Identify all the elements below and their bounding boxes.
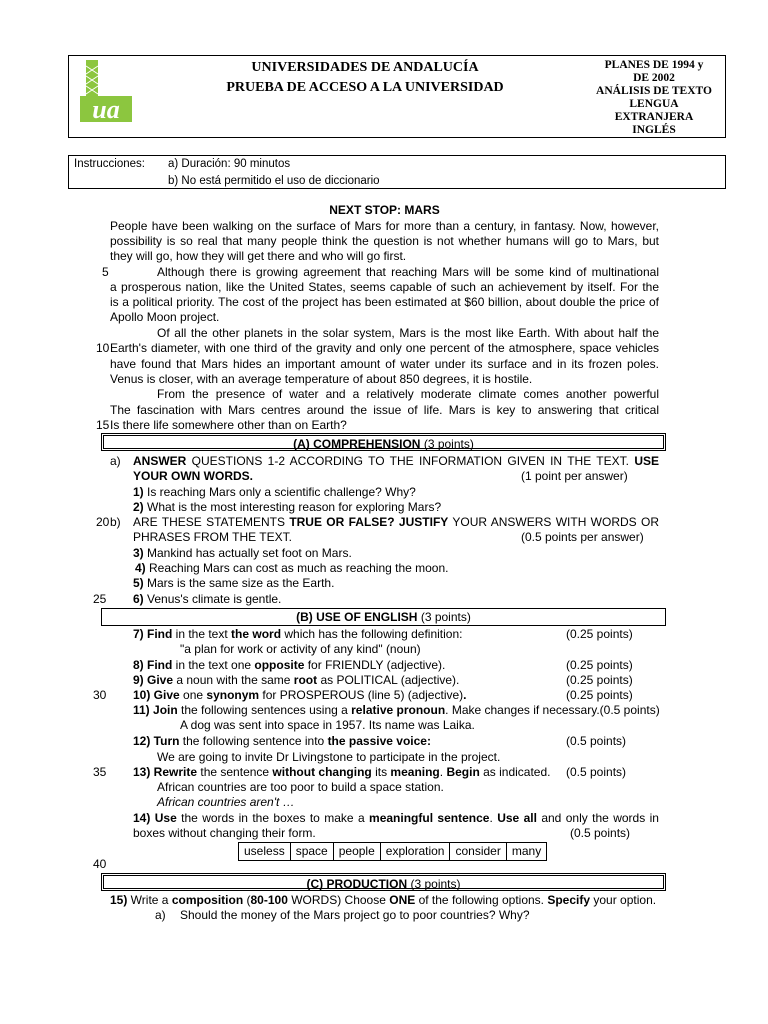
question-4: 4) Reaching Mars can cost as much as reaching the moon. bbox=[135, 561, 449, 575]
option-a: Should the money of the Mars project go to poor countries? Why? bbox=[180, 908, 530, 922]
exam-name: PRUEBA DE ACCESO A LA UNIVERSIDAD bbox=[226, 80, 504, 95]
question-12-points: (0.5 points) bbox=[566, 734, 627, 748]
question-7: 7) Find in the text the word which has the following definition: bbox=[133, 627, 463, 641]
line-number: 25 bbox=[93, 592, 107, 606]
instructions-box bbox=[68, 155, 726, 189]
question-12-sentence: We are going to invite Dr Livingstone to participate in the project. bbox=[157, 750, 501, 764]
question-9-points: (0.25 points) bbox=[566, 673, 633, 687]
instruction-duration: a) Duración: 90 minutos bbox=[168, 158, 291, 170]
question-7-definition: "a plan for work or activity of any kind" (noun) bbox=[180, 642, 421, 656]
plan-line: EXTRANJERA bbox=[614, 111, 694, 123]
section-b-points: (0.5 points per answer) bbox=[521, 530, 644, 544]
option-a-label: a) bbox=[155, 908, 166, 922]
question-14-points: (0.5 points) bbox=[570, 826, 631, 840]
text-line: possibility is so real that many people think the question is not whether humans will go to Mars, but bbox=[110, 234, 659, 248]
section-a-label: a) bbox=[110, 454, 121, 468]
question-8-points: (0.25 points) bbox=[566, 658, 633, 672]
question-11-sentence: A dog was sent into space in 1957. Its name was Laika. bbox=[180, 718, 475, 732]
university-logo bbox=[80, 60, 132, 124]
question-8: 8) Find in the text one opposite for FRIENDLY (adjective). bbox=[133, 658, 446, 672]
question-14: 14) Use the words in the boxes to make a meaningful sentence. Use all and only the words in bbox=[133, 811, 659, 825]
text-line: Venus is closer, with an average temperature of about 850 degrees, it is hostile. bbox=[110, 372, 533, 386]
text-line: Although there is growing agreement that reaching Mars will be some kind of multinational bbox=[157, 265, 659, 279]
text-line: Is there life somewhere other than on Earth? bbox=[110, 418, 347, 432]
question-7-points: (0.25 points) bbox=[566, 627, 633, 641]
section-a-instruction-2: YOUR OWN WORDS. bbox=[133, 469, 253, 483]
text-line: Of all the other planets in the solar system, Mars is the most like Earth. With about half the bbox=[157, 326, 659, 340]
line-number: 20 bbox=[96, 515, 110, 529]
text-line: From the presence of water and a relatively moderate climate comes another powerful bbox=[157, 387, 659, 401]
text-title: NEXT STOP: MARS bbox=[329, 203, 440, 217]
question-14-line2: boxes without changing their form. bbox=[133, 826, 316, 840]
header-titles bbox=[140, 58, 590, 98]
plan-line: ANÁLISIS DE TEXTO bbox=[596, 85, 712, 97]
svg-text:ua: ua bbox=[92, 95, 120, 124]
question-1: 1) Is reaching Mars only a scientific challenge? Why? bbox=[133, 485, 416, 499]
text-line: is a political priority. The cost of the project has been estimated at $60 billion, about double the price of bbox=[110, 295, 659, 309]
question-5: 5) Mars is the same size as the Earth. bbox=[133, 576, 335, 590]
text-line: they will go, how they will get there and who will go first. bbox=[110, 249, 407, 263]
question-13-sentence: African countries are too poor to build a space station. bbox=[157, 780, 444, 794]
question-13-begin: African countries aren't … bbox=[157, 795, 295, 809]
university-name: UNIVERSIDADES DE ANDALUCÍA bbox=[251, 60, 479, 75]
question-11: 11) Join the following sentences using a relative pronoun. Make changes if necessary.(0.5 points) bbox=[133, 703, 660, 717]
line-number: 35 bbox=[93, 765, 107, 779]
question-10-points: (0.25 points) bbox=[566, 688, 633, 702]
section-b-label: b) bbox=[110, 515, 121, 529]
question-6: 6) Venus's climate is gentle. bbox=[133, 592, 282, 606]
plan-line: DE 2002 bbox=[633, 72, 675, 84]
comprehension-heading: (A) COMPREHENSION (3 points) bbox=[101, 433, 666, 451]
text-line: Apollo Moon project. bbox=[110, 310, 220, 324]
question-13: 13) Rewrite the sentence without changing its meaning. Begin as indicated. bbox=[133, 765, 551, 779]
text-line: a prosperous nation, like the United States, seems capable of such an achievement by itself. For the bbox=[110, 280, 659, 294]
instruction-dictionary: b) No está permitido el uso de diccionario bbox=[168, 175, 380, 187]
line-number: 15 bbox=[96, 418, 110, 432]
question-10: 10) Give one synonym for PROSPEROUS (line 5) (adjective). bbox=[133, 688, 467, 702]
word-box: space bbox=[291, 843, 334, 860]
plan-line: LENGUA bbox=[629, 98, 679, 110]
word-boxes bbox=[238, 842, 547, 861]
section-b-instruction: ARE THESE STATEMENTS TRUE OR FALSE? JUSTIFY YOUR ANSWERS WITH WORDS OR bbox=[133, 515, 659, 529]
section-a-instruction: ANSWER QUESTIONS 1-2 ACCORDING TO THE INFORMATION GIVEN IN THE TEXT. USE bbox=[133, 454, 659, 468]
question-3: 3) Mankind has actually set foot on Mars. bbox=[133, 546, 352, 560]
question-13-points: (0.5 points) bbox=[566, 765, 627, 779]
plan-line: INGLÉS bbox=[632, 124, 676, 136]
line-number: 5 bbox=[102, 265, 109, 279]
text-line: have found that Mars hides an important amount of water under its surface and in its frozen poles. bbox=[110, 357, 659, 371]
section-b-instruction-2: PHRASES FROM THE TEXT. bbox=[133, 530, 292, 544]
word-box: people bbox=[334, 843, 381, 860]
word-box: useless bbox=[239, 843, 291, 860]
section-a-points: (1 point per answer) bbox=[521, 469, 628, 483]
plans-block bbox=[588, 59, 720, 137]
line-number: 10 bbox=[96, 341, 110, 355]
question-12: 12) Turn the following sentence into the passive voice: bbox=[133, 734, 431, 748]
word-box: consider bbox=[450, 843, 506, 860]
text-line: People have been walking on the surface of Mars for more than a century, in fantasy. Now, however, bbox=[110, 219, 659, 233]
text-line: Earth's diameter, with one third of the gravity and only one percent of the atmosphere, space vehicles bbox=[110, 341, 659, 355]
word-box: exploration bbox=[381, 843, 451, 860]
question-2: 2) What is the most interesting reason for exploring Mars? bbox=[133, 500, 442, 514]
line-number: 40 bbox=[93, 857, 107, 871]
line-number: 30 bbox=[93, 688, 107, 702]
question-9: 9) Give a noun with the same root as POLITICAL (adjective). bbox=[133, 673, 460, 687]
text-line: The fascination with Mars centres around the issue of life. Mars is key to answering that critical bbox=[110, 403, 659, 417]
plan-line: PLANES DE 1994 y bbox=[604, 59, 704, 71]
instructions-label: Instrucciones: bbox=[74, 158, 145, 170]
question-15: 15) Write a composition (80-100 WORDS) Choose ONE of the following options. Specify your option. bbox=[110, 893, 657, 907]
production-heading: (C) PRODUCTION (3 points) bbox=[101, 873, 666, 891]
use-of-english-heading: (B) USE OF ENGLISH (3 points) bbox=[101, 608, 666, 626]
word-box: many bbox=[511, 844, 542, 858]
